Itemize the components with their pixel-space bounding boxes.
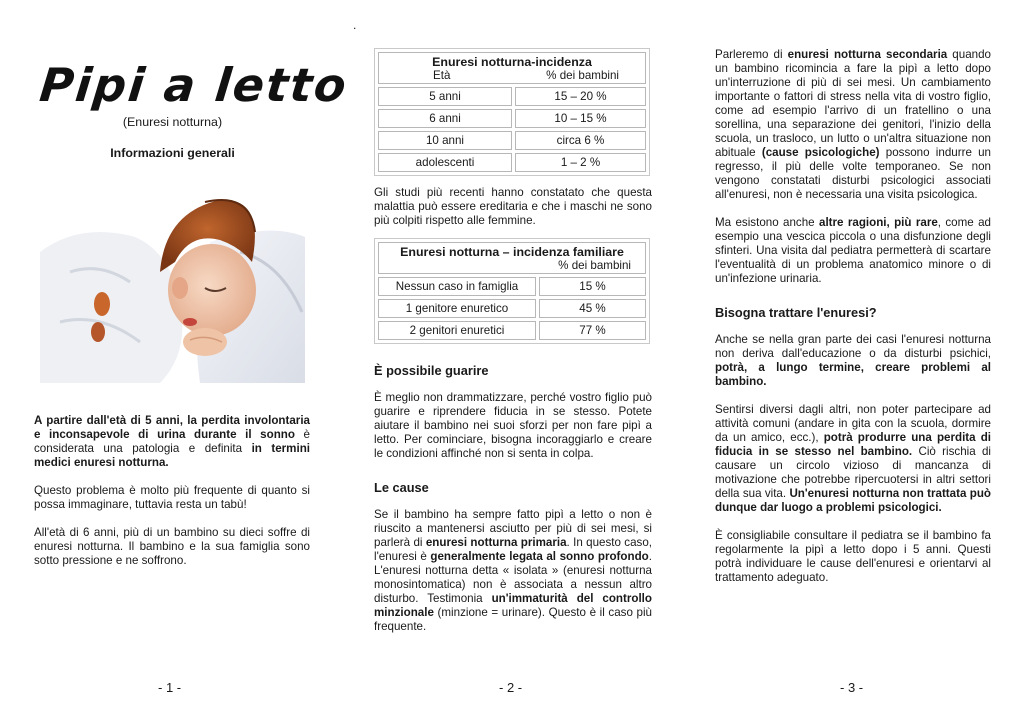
page-number-3: - 3 - <box>840 680 864 695</box>
table-row: Nessun caso in famiglia 15 % <box>378 277 646 296</box>
intro-paragraph: A partire dall'età di 5 anni, la perdita involontaria e inconsapevole di urina durante il sonno è considerata una patologia e definita in termini medici enuresi notturna. <box>34 414 310 469</box>
incidence-col-age: Età <box>433 68 451 82</box>
page1-text <box>34 414 310 568</box>
page3-column <box>715 48 991 585</box>
secondary-enuresis-paragraph: Parleremo di enuresi notturna secondaria quando un bambino ricomincia a fare la pipì a letto dopo un'interruzione di più di sei mesi. Un cambiamento importante o fattori di stress nella vita di vostro figlio, come ad esempio l'arrivo di un fratellino o una sorellina, una separazione dei genitori, l'inizio della scuola, un trasloco, un lutto o un'altra situazione non abituale (cause psicologiche) possono indurre un regresso, il più delle volte temporaneo. Se non vengono constatati disturbi psicologici associati all'enuresi, non è necessaria una visita psicologica. <box>715 48 992 201</box>
page-number-1: - 1 - <box>158 680 182 695</box>
feel-different-paragraph: Sentirsi diversi dagli altri, non poter partecipare ad attività comuni (andare in gita con la scuola, dormire da un amico, ecc.), potrà produrre una perdita di fiducia in se stesso nel bambino. Ciò rischia di causare un circolo vizioso di mancanza di motivazione che potrebbe ripercuotersi in altri settori della sua vita. Un'enuresi notturna non trattata può dunque dar luogo a problemi psicologici. <box>715 403 992 514</box>
treat-paragraph: Anche se nella gran parte dei casi l'enuresi notturna non deriva dall'educazione o da disturbi psichici, potrà, a lungo termine, creare problemi al bambino. <box>715 333 991 388</box>
table-row: 5 anni 15 – 20 % <box>378 87 646 106</box>
other-reasons-paragraph: Ma esistono anche altre ragioni, più rare, come ad esempio una vescica piccola o una disfunzione degli sfinteri. Una visita dal pediatra permetterà di scartare l'eventualità di un problema anatomico minore o di un'infezione urinaria. <box>715 216 991 285</box>
page-title: Pipi a letto <box>37 58 351 112</box>
family-col-percent: % dei bambini <box>558 258 631 272</box>
treat-heading: Bisogna trattare l'enuresi? <box>715 305 877 320</box>
sleeping-child-photo <box>40 192 305 383</box>
table-row: 6 anni 10 – 15 % <box>378 109 646 128</box>
causes-heading: Le cause <box>374 480 429 495</box>
table-row: 1 genitore enuretico 45 % <box>378 299 646 318</box>
section-heading: Informazioni generali <box>110 146 235 160</box>
table-row: 10 anni circa 6 % <box>378 131 646 150</box>
page-number-2: - 2 - <box>499 680 523 695</box>
causes-paragraph: Se il bambino ha sempre fatto pipì a letto o non è riuscito a mantenersi asciutto per più di sei mesi, si parlerà di enuresi notturna primaria. In questo caso, l'enuresi è generalmente legata al sonno profondo. L'enuresi notturna detta « isolata » (enuresi notturna monosintomatica) non è associata a nessun altro disturbo. Testimonia un'immaturità del controllo minzionale (minzione = urinare). Questo è il caso più frequente. <box>374 508 652 633</box>
family-table-title: Enuresi notturna – incidenza familiare <box>400 244 624 259</box>
family-incidence-table <box>374 238 650 344</box>
table-row: 2 genitori enuretici 77 % <box>378 321 646 340</box>
table-row: adolescenti 1 – 2 % <box>378 153 646 172</box>
incidence-table-title: Enuresi notturna-incidenza <box>432 54 592 69</box>
heal-paragraph: È meglio non drammatizzare, perché vostro figlio può guarire e riprendere fiducia in se stesso. Potete aiutare il bambino nei suoi sforzi per non fare pipì a letto. Per cominciare, bisogna incoraggiarlo e creare le condizioni affinché non si senta in colpa. <box>374 391 652 460</box>
incidence-col-percent: % dei bambini <box>546 68 619 82</box>
heal-heading: È possibile guarire <box>374 363 489 378</box>
stray-dot: . <box>353 18 357 32</box>
page-subtitle: (Enuresi notturna) <box>122 115 223 129</box>
incidence-table <box>374 48 650 176</box>
studies-paragraph: Gli studi più recenti hanno constatato che questa malattia può essere ereditaria e che i maschi ne sono più colpiti rispetto alle femmine. <box>374 186 652 227</box>
page2-column <box>374 48 652 634</box>
frequency-paragraph: Questo problema è molto più frequente di quanto si possa immaginare, tuttavia resta un tabù! <box>34 484 310 511</box>
advice-paragraph: È consigliabile consultare il pediatra se il bambino fa regolarmente la pipì a letto dopo i 5 anni. Questi potrà individuare le cause dell'enuresi e orientarvi al trattamento adeguato. <box>715 529 991 584</box>
age-six-paragraph: All'età di 6 anni, più di un bambino su dieci soffre di enuresi notturna. Il bambino e la sua famiglia sono sotto pressione e ne soffrono. <box>34 526 310 567</box>
